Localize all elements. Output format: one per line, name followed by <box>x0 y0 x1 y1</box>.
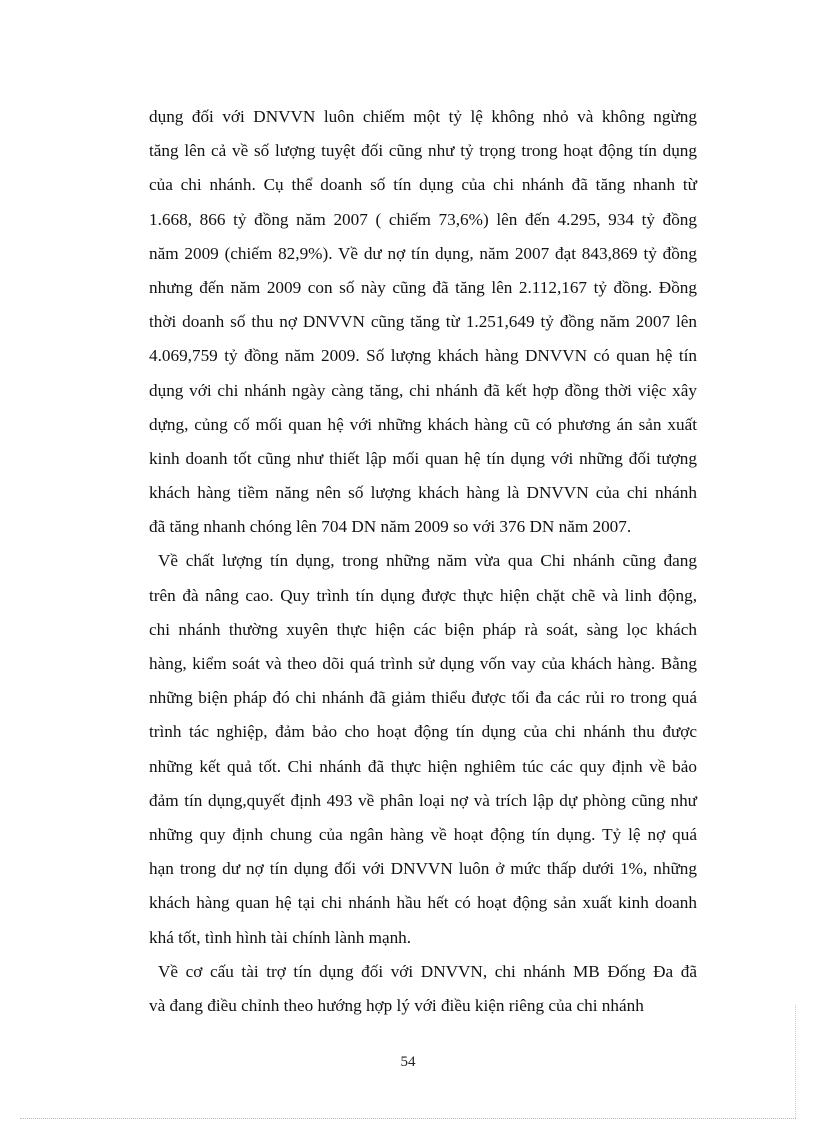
text-line: dụng đối với DNVVN luôn chiếm một tỷ lệ không nhỏ và không ngừng <box>149 107 697 126</box>
text-line: khá tốt, tình hình tài chính lành mạnh. <box>149 927 412 947</box>
text-line: hạn trong dư nợ tín dụng đối với DNVVN luôn ở mức thấp dưới 1%, những <box>149 859 697 879</box>
text-line: Về cơ cấu tài trợ tín dụng đối với DNVVN, chi nhánh MB Đống Đa đã <box>158 961 697 981</box>
text-line: những quy định chung của ngân hàng về hoạt động tín dụng. Tỷ lệ nợ quá <box>149 824 697 844</box>
text-line: kinh doanh tốt cũng như thiết lập mối quan hệ tín dụng với những đối tượng <box>149 448 697 468</box>
text-line: những kết quả tốt. Chi nhánh đã thực hiện nghiêm túc các quy định về bảo <box>149 756 697 776</box>
body-text <box>149 100 697 1023</box>
text-line: thời doanh số thu nợ DNVVN cũng tăng từ 1.251,649 tỷ đồng năm 2007 lên <box>149 312 697 332</box>
text-line: năm 2009 (chiếm 82,9%). Về dư nợ tín dụng, năm 2007 đạt 843,869 tỷ đồng <box>149 243 697 263</box>
paragraph <box>149 955 697 1023</box>
text-line: hàng, kiểm soát và theo dõi quá trình sử dụng vốn vay của khách hàng. Bằng <box>149 654 697 673</box>
text-line: đã tăng nhanh chóng lên 704 DN năm 2009 so với 376 DN năm 2007. <box>149 517 632 537</box>
text-line: của chi nhánh. Cụ thể doanh số tín dụng của chi nhánh đã tăng nhanh từ <box>149 175 697 195</box>
text-line: những biện pháp đó chi nhánh đã giảm thiểu được tối đa các rủi ro trong quá <box>149 688 697 708</box>
text-line: tăng lên cả về số lượng tuyệt đối cũng như tỷ trọng trong hoạt động tín dụng <box>149 141 697 161</box>
text-line: nhưng đến năm 2009 con số này cũng đã tăng lên 2.112,167 tỷ đồng. Đồng <box>149 277 697 297</box>
paragraph <box>149 544 697 954</box>
text-line: dụng với chi nhánh ngày càng tăng, chi nhánh đã kết hợp đồng thời việc xây <box>149 380 697 400</box>
text-line: khách hàng quan hệ tại chi nhánh hầu hết có hoạt động sản xuất kinh doanh <box>149 893 697 913</box>
text-line: chi nhánh thường xuyên thực hiện các biện pháp rà soát, sàng lọc khách <box>149 619 697 639</box>
text-line: trình tác nghiệp, đảm bảo cho hoạt động tín dụng của chi nhánh thu được <box>149 722 697 742</box>
text-line: dựng, củng cố mối quan hệ với những khách hàng cũ có phương án sản xuất <box>149 414 697 434</box>
text-line: đảm tín dụng,quyết định 493 về phân loại nợ và trích lập dự phòng cũng như <box>149 790 697 810</box>
page-number: 54 <box>400 1054 416 1070</box>
paragraph <box>149 100 697 544</box>
text-line: Về chất lượng tín dụng, trong những năm vừa qua Chi nhánh cũng đang <box>158 551 697 571</box>
page-right-border <box>795 1005 796 1118</box>
text-line: khách hàng tiềm năng nên số lượng khách hàng là DNVVN của chi nhánh <box>149 483 697 503</box>
text-line: 1.668, 866 tỷ đồng năm 2007 ( chiếm 73,6%) lên đến 4.295, 934 tỷ đồng <box>149 209 697 229</box>
text-line: trên đà nâng cao. Quy trình tín dụng được thực hiện chặt chẽ và linh động, <box>149 585 697 605</box>
text-line: 4.069,759 tỷ đồng năm 2009. Số lượng khách hàng DNVVN có quan hệ tín <box>149 346 697 366</box>
page-bottom-border <box>20 1118 796 1119</box>
text-line: và đang điều chỉnh theo hướng hợp lý với điều kiện riêng của chi nhánh <box>149 995 644 1015</box>
